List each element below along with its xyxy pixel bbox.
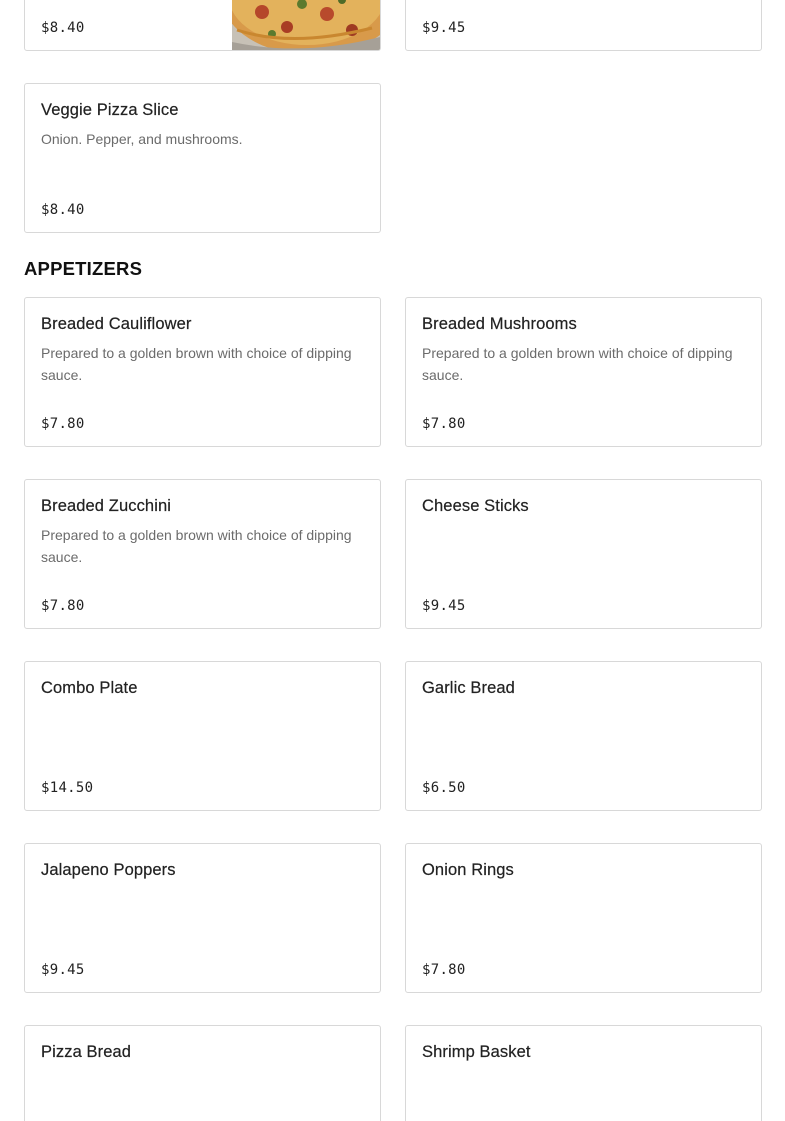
menu-item-card[interactable]	[24, 1025, 381, 1121]
item-price: $6.50	[422, 780, 466, 796]
item-name: Cheese Sticks	[422, 497, 529, 515]
menu-item-card[interactable]	[405, 0, 762, 51]
item-price: $7.80	[41, 598, 85, 614]
item-name: Shrimp Basket	[422, 1043, 531, 1061]
item-description: Onion. Pepper, and mushrooms.	[41, 131, 243, 147]
menu-item-card[interactable]	[24, 843, 381, 993]
item-name: Combo Plate	[41, 679, 138, 697]
pizza-image	[232, 0, 380, 50]
menu-item-card[interactable]	[24, 297, 381, 447]
menu-item-card[interactable]	[405, 661, 762, 811]
item-price: $14.50	[41, 780, 94, 796]
item-price: $7.80	[422, 416, 466, 432]
item-name: Breaded Mushrooms	[422, 315, 577, 333]
item-price: $8.40	[41, 202, 85, 218]
item-description: Prepared to a golden brown with choice of dipping sauce.	[41, 527, 352, 565]
item-name: Garlic Bread	[422, 679, 515, 697]
item-name: Breaded Zucchini	[41, 497, 172, 515]
menu-item-card[interactable]	[24, 0, 381, 51]
pizza-thumbnail	[232, 0, 380, 50]
item-name: Jalapeno Poppers	[41, 861, 176, 879]
menu-item-card[interactable]	[405, 1025, 762, 1121]
item-price: $9.45	[41, 962, 85, 978]
menu-item-card[interactable]	[405, 297, 762, 447]
menu-item-card[interactable]	[24, 661, 381, 811]
item-price: $8.40	[41, 20, 85, 36]
item-description: Prepared to a golden brown with choice of dipping sauce.	[422, 345, 733, 383]
item-name: Pizza Bread	[41, 1043, 132, 1061]
menu-item-card[interactable]	[405, 843, 762, 993]
menu-item-card[interactable]	[405, 479, 762, 629]
item-price: $9.45	[422, 20, 466, 36]
item-price: $7.80	[422, 962, 466, 978]
item-name: Onion Rings	[422, 861, 514, 879]
item-price: $7.80	[41, 416, 85, 432]
item-name: Veggie Pizza Slice	[41, 101, 179, 119]
menu-item-card[interactable]	[24, 83, 381, 233]
section-title-appetizers: APPETIZERS	[24, 258, 143, 279]
menu-item-card[interactable]	[24, 479, 381, 629]
item-description: Prepared to a golden brown with choice of dipping sauce.	[41, 345, 352, 383]
item-name: Breaded Cauliflower	[41, 315, 192, 333]
item-price: $9.45	[422, 598, 466, 614]
